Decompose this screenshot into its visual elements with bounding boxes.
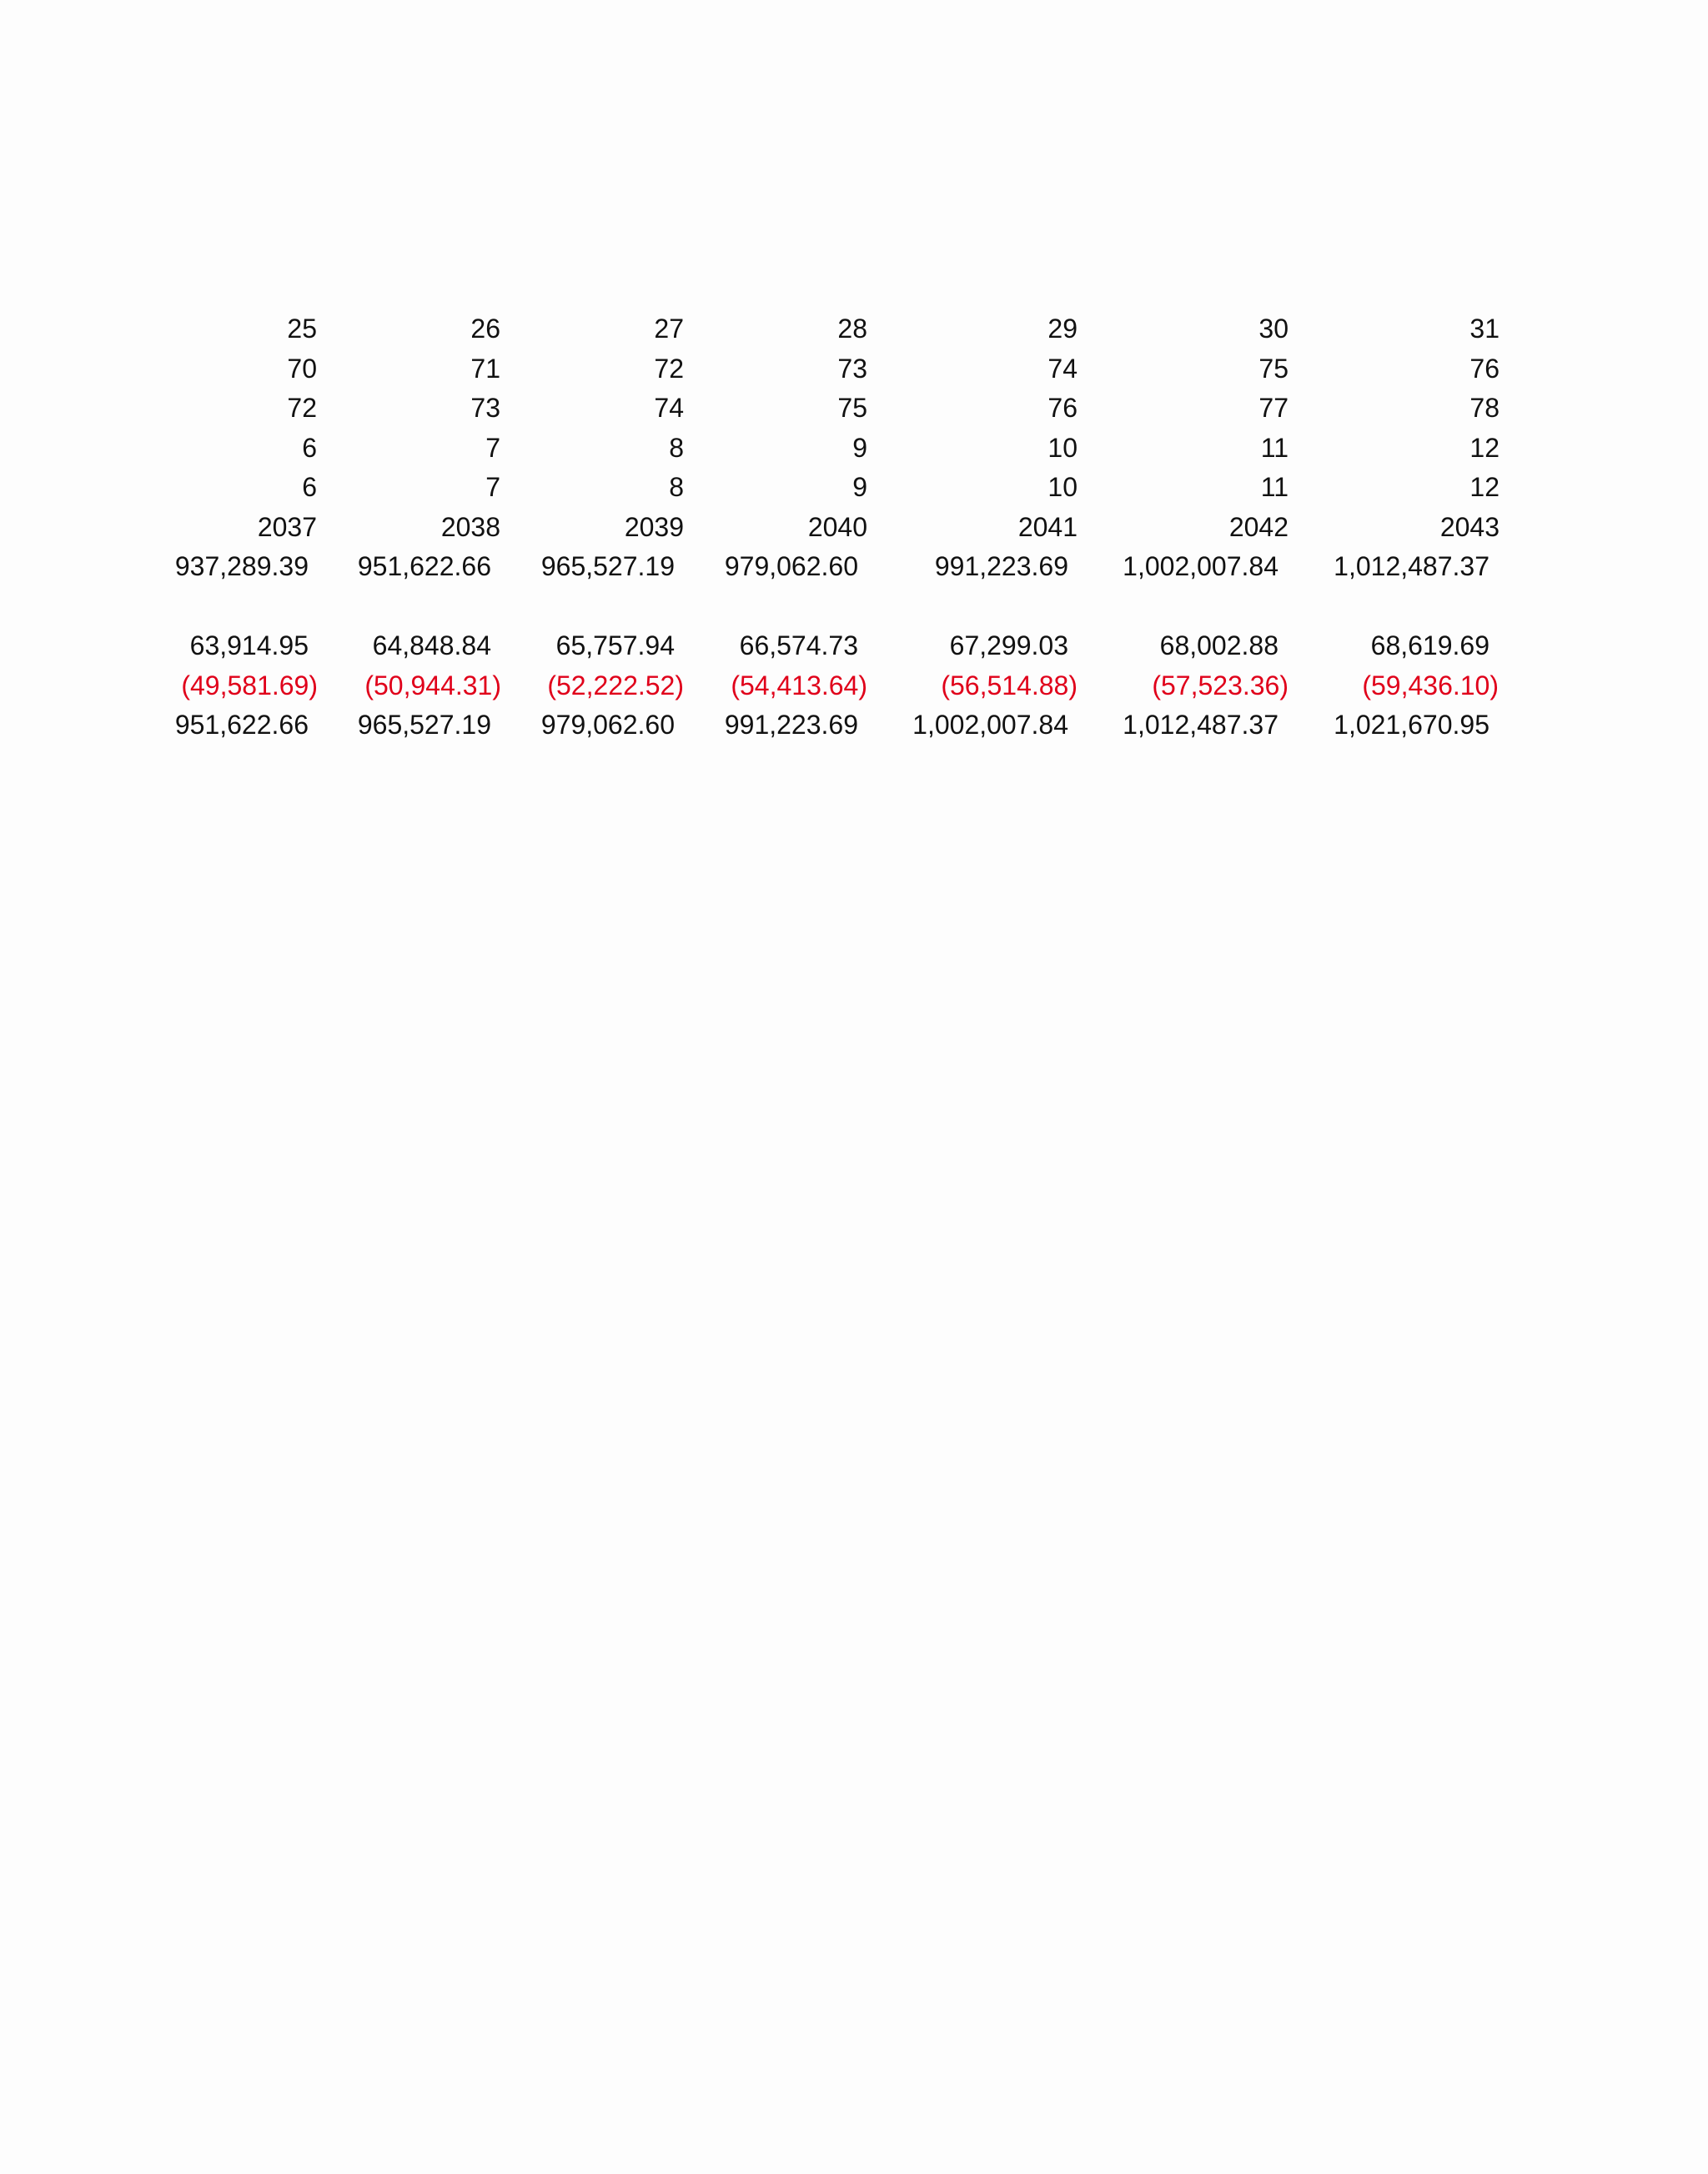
cell: 75 xyxy=(1258,354,1289,384)
negative-cell: (56,514.88) xyxy=(941,670,1078,700)
row-withdrawals xyxy=(0,665,1708,705)
cell: 76 xyxy=(1047,393,1078,423)
cell: 10 xyxy=(1047,472,1078,502)
cell: 72 xyxy=(287,393,317,423)
negative-cell: (54,413.64) xyxy=(731,670,867,700)
row-opening-balance xyxy=(0,546,1708,586)
cell: 965,527.19 xyxy=(357,710,491,740)
cell: 951,622.66 xyxy=(174,710,309,740)
cell: 71 xyxy=(470,354,500,384)
cell: 11 xyxy=(1260,433,1289,463)
row-period-a xyxy=(0,428,1708,468)
cell: 991,223.69 xyxy=(934,551,1068,581)
cell: 951,622.66 xyxy=(357,551,491,581)
cell: 72 xyxy=(654,354,684,384)
cell: 11 xyxy=(1260,472,1289,502)
cell: 937,289.39 xyxy=(174,551,309,581)
cell: 979,062.60 xyxy=(540,710,675,740)
cell: 1,012,487.37 xyxy=(1123,710,1278,740)
cell: 64,848.84 xyxy=(372,630,491,660)
cell: 73 xyxy=(837,354,867,384)
cell: 2040 xyxy=(807,512,867,542)
row-age-b xyxy=(0,388,1708,428)
cell: 66,574.73 xyxy=(739,630,858,660)
cell: 68,619.69 xyxy=(1370,630,1489,660)
cell: 1,021,670.95 xyxy=(1334,710,1489,740)
cell: 6 xyxy=(302,433,317,463)
cell: 2039 xyxy=(624,512,684,542)
cell: 30 xyxy=(1258,314,1289,344)
row-period-b xyxy=(0,467,1708,507)
negative-cell: (59,436.10) xyxy=(1362,670,1499,700)
cell: 2041 xyxy=(1017,512,1078,542)
negative-cell: (52,222.52) xyxy=(547,670,684,700)
cell: 7 xyxy=(485,472,500,502)
cell: 73 xyxy=(470,393,500,423)
cell: 7 xyxy=(485,433,500,463)
negative-cell: (49,581.69) xyxy=(181,670,318,700)
cell: 10 xyxy=(1047,433,1078,463)
cell: 12 xyxy=(1469,472,1500,502)
cell: 75 xyxy=(837,393,867,423)
cell: 2042 xyxy=(1228,512,1289,542)
negative-cell: (50,944.31) xyxy=(364,670,501,700)
cell: 2043 xyxy=(1439,512,1500,542)
cell: 31 xyxy=(1469,314,1500,344)
cell: 26 xyxy=(470,314,500,344)
cell: 77 xyxy=(1258,393,1289,423)
cell: 27 xyxy=(654,314,684,344)
cell: 6 xyxy=(302,472,317,502)
cell: 9 xyxy=(852,433,867,463)
cell: 12 xyxy=(1469,433,1500,463)
cell: 65,757.94 xyxy=(555,630,675,660)
cell: 1,012,487.37 xyxy=(1334,551,1489,581)
cell: 25 xyxy=(287,314,317,344)
negative-cell: (57,523.36) xyxy=(1152,670,1289,700)
row-growth xyxy=(0,625,1708,665)
cell: 991,223.69 xyxy=(724,710,858,740)
cell: 8 xyxy=(669,433,684,463)
cell: 67,299.03 xyxy=(949,630,1068,660)
cell: 70 xyxy=(287,354,317,384)
cell: 74 xyxy=(1047,354,1078,384)
row-year xyxy=(0,507,1708,547)
cell: 68,002.88 xyxy=(1159,630,1278,660)
cell: 78 xyxy=(1469,393,1500,423)
cell: 979,062.60 xyxy=(724,551,858,581)
cell: 74 xyxy=(654,393,684,423)
row-closing-balance xyxy=(0,705,1708,745)
cell: 1,002,007.84 xyxy=(1123,551,1278,581)
cell: 965,527.19 xyxy=(540,551,675,581)
row-age-a xyxy=(0,349,1708,389)
cell: 2037 xyxy=(257,512,317,542)
cell: 2038 xyxy=(440,512,500,542)
row-index xyxy=(0,309,1708,349)
cell: 9 xyxy=(852,472,867,502)
cell: 76 xyxy=(1469,354,1500,384)
cell: 1,002,007.84 xyxy=(912,710,1068,740)
cell: 63,914.95 xyxy=(189,630,309,660)
cell: 29 xyxy=(1047,314,1078,344)
cell: 28 xyxy=(837,314,867,344)
cell: 8 xyxy=(669,472,684,502)
